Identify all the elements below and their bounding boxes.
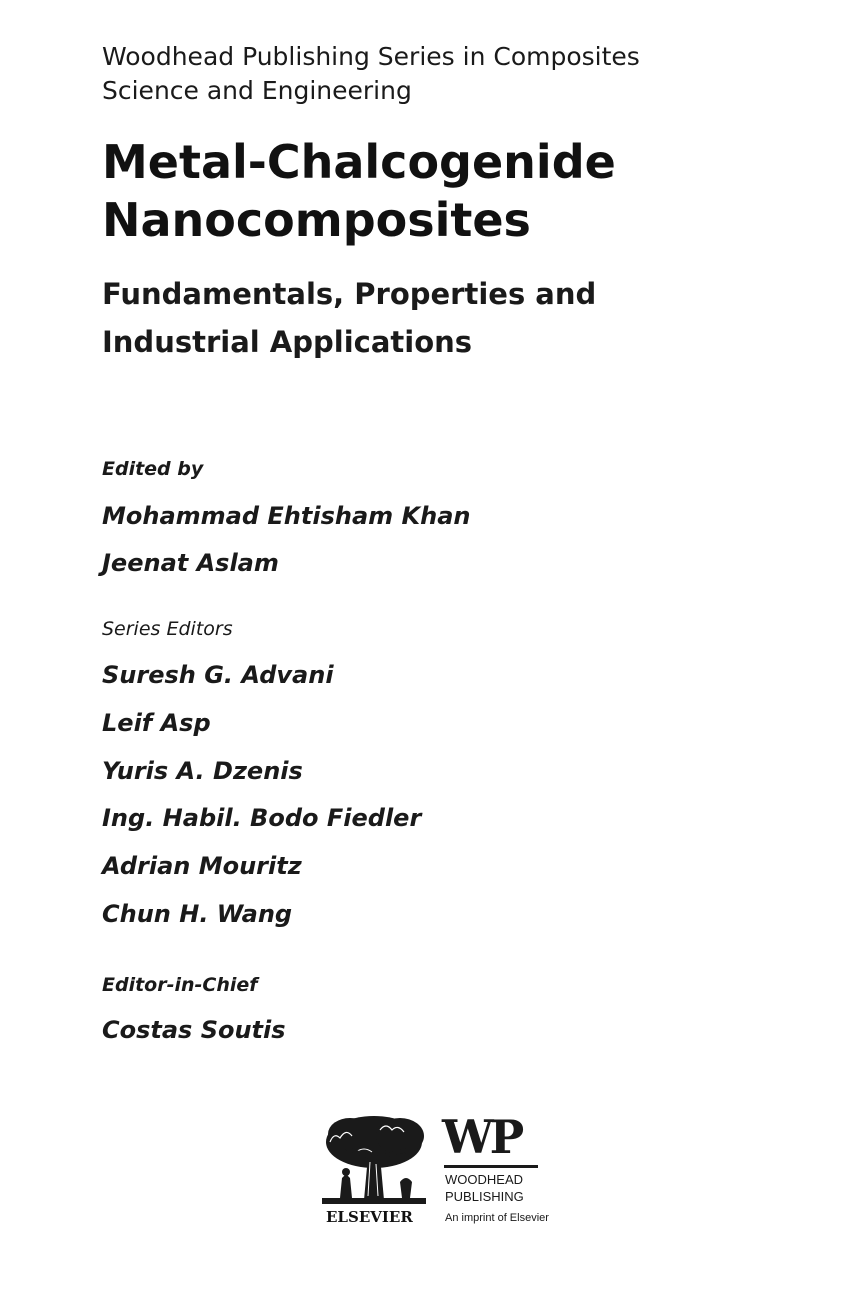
wp-divider: [444, 1165, 538, 1168]
series-editor-name: Adrian Mouritz: [102, 852, 302, 880]
elsevier-wordmark: ELSEVIER: [326, 1208, 413, 1226]
edited-by-label: Edited by: [102, 458, 204, 480]
editor-name: Mohammad Ehtisham Khan: [102, 502, 471, 530]
wp-monogram: WP: [442, 1110, 521, 1164]
book-subtitle-line-2: Industrial Applications: [102, 325, 473, 359]
editor-name: Jeenat Aslam: [102, 549, 279, 577]
wp-name-line-2: PUBLISHING: [445, 1189, 524, 1204]
elsevier-logo: [320, 1112, 432, 1230]
book-title-line-2: Nanocomposites: [102, 193, 531, 247]
series-editor-name: Suresh G. Advani: [102, 661, 334, 689]
wp-name-line-1: WOODHEAD: [445, 1172, 523, 1187]
editor-in-chief-label: Editor-in-Chief: [102, 974, 258, 996]
series-editor-name: Leif Asp: [102, 709, 211, 737]
publisher-logos: [320, 1112, 580, 1230]
book-subtitle-line-1: Fundamentals, Properties and: [102, 277, 597, 311]
woodhead-publishing-logo: [442, 1112, 582, 1230]
series-editor-name: Chun H. Wang: [102, 900, 293, 928]
series-editor-name: Yuris A. Dzenis: [102, 757, 303, 785]
editor-in-chief-name: Costas Soutis: [102, 1016, 286, 1044]
series-name-line-2: Science and Engineering: [102, 76, 412, 105]
tree-logo-icon: [320, 1112, 428, 1206]
book-title-line-1: Metal-Chalcogenide: [102, 135, 616, 189]
wp-imprint-text: An imprint of Elsevier: [445, 1212, 549, 1224]
series-editor-name: Ing. Habil. Bodo Fiedler: [102, 804, 422, 832]
series-name-line-1: Woodhead Publishing Series in Composites: [102, 42, 640, 71]
series-editors-label: Series Editors: [102, 618, 233, 640]
